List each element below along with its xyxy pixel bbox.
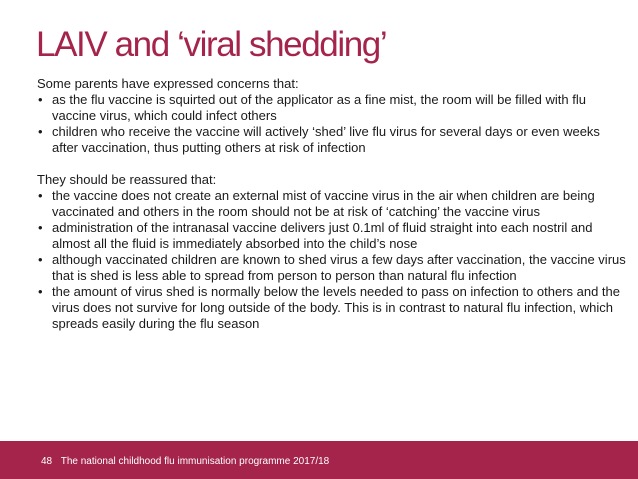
concern-text: as the flu vaccine is squirted out of the applicator as a fine mist, the room will be filled with flu vaccine virus, which could infect others <box>52 92 586 123</box>
footer-bar <box>0 441 638 479</box>
list-item <box>37 92 629 124</box>
bullet-glyph: • <box>38 252 43 267</box>
concerns-intro: Some parents have expressed concerns that: <box>37 76 299 91</box>
reassurance-text: although vaccinated children are known to shed virus a few days after vaccination, the vaccine virus that is shed is less able to spread from person to person than natural flu infection <box>52 252 626 283</box>
bullet-glyph: • <box>38 284 43 299</box>
list-item <box>37 124 629 156</box>
concern-text: children who receive the vaccine will actively ‘shed’ live flu virus for several days or even weeks after vaccination, thus putting others at risk of infection <box>52 124 600 155</box>
list-item <box>37 188 629 220</box>
bullet-glyph: • <box>38 220 43 235</box>
reassurance-list <box>37 188 629 332</box>
bullet-glyph: • <box>38 124 43 139</box>
bullet-glyph: • <box>38 92 43 107</box>
list-item <box>37 220 629 252</box>
reassurance-intro: They should be reassured that: <box>37 172 217 187</box>
paragraph-gap <box>37 156 629 172</box>
page-number: 48 <box>41 456 53 467</box>
footer-caption <box>41 456 329 467</box>
footer-title: The national childhood flu immunisation programme 2017/18 <box>60 456 330 467</box>
list-item <box>37 252 629 284</box>
concerns-list <box>37 92 629 156</box>
reassurance-text: the vaccine does not create an external mist of vaccine virus in the air when children are being vaccinated and others in the room should not be at risk of ‘catching’ the vaccine virus <box>52 188 595 219</box>
reassurance-text: administration of the intranasal vaccine delivers just 0.1ml of fluid straight into each nostril and almost all the fluid is immediately absorbed into the child’s nose <box>52 220 593 251</box>
bullet-glyph: • <box>38 188 43 203</box>
reassurance-text: the amount of virus shed is normally below the levels needed to pass on infection to others and the virus does not survive for long outside of the body. This is in contrast to natural flu infection, which spreads easily during the flu season <box>52 284 621 331</box>
list-item <box>37 284 629 332</box>
slide-title: LAIV and ‘viral shedding’ <box>36 25 387 64</box>
slide-body <box>37 76 629 332</box>
